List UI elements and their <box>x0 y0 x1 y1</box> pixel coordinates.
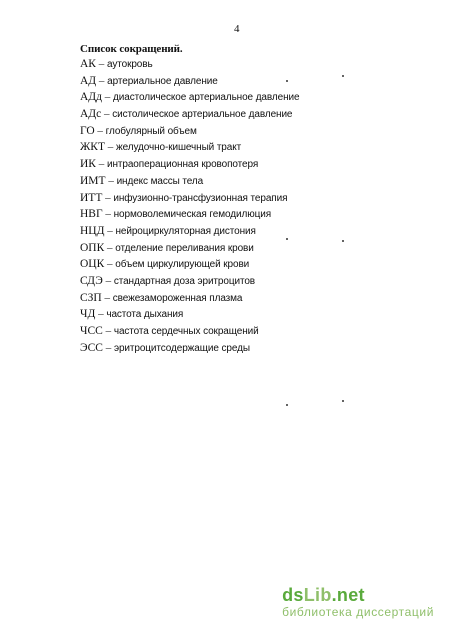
abbreviation-item <box>80 123 299 140</box>
abbreviation-definition: объем циркулирующей крови <box>115 259 250 271</box>
abbreviation-term: ОЦК <box>80 258 105 271</box>
abbreviation-definition: глобулярный объем <box>105 125 197 137</box>
abbreviation-definition: индекс массы тела <box>116 175 204 187</box>
abbreviation-term: ЧСС <box>80 325 103 337</box>
abbreviation-dash: – <box>95 308 107 321</box>
scan-speck <box>342 400 344 402</box>
abbreviation-definition: артериальное давление <box>107 75 218 87</box>
abbreviation-item <box>80 73 299 90</box>
abbreviation-item <box>80 190 299 207</box>
abbreviation-item <box>80 290 299 307</box>
abbreviation-definition: отделение переливания крови <box>115 242 254 254</box>
abbreviation-term: АД <box>80 74 97 87</box>
scan-speck <box>286 238 288 240</box>
abbreviation-dash: – <box>101 108 113 121</box>
abbreviation-dash: – <box>101 291 113 304</box>
scan-speck <box>286 404 288 406</box>
watermark-tagline: библиотека диссертаций <box>282 605 434 619</box>
abbreviation-term: ИТТ <box>80 191 103 204</box>
abbreviation-item <box>80 340 299 357</box>
abbreviation-term: ОПК <box>80 241 105 254</box>
abbreviation-item <box>80 223 299 240</box>
abbreviation-term: ИК <box>80 158 96 171</box>
abbreviation-dash: – <box>102 191 114 204</box>
abbreviation-dash: – <box>94 124 106 137</box>
abbreviation-dash: – <box>95 58 107 70</box>
page-number: 4 <box>234 23 240 35</box>
abbreviation-definition: частота дыхания <box>106 309 184 321</box>
abbreviation-term: СДЭ <box>80 274 103 287</box>
abbreviation-term: АК <box>80 58 96 70</box>
abbreviation-definition: интраоперационная кровопотеря <box>106 159 259 171</box>
abbreviation-dash: – <box>96 74 108 87</box>
dslib-watermark <box>282 585 434 619</box>
abbreviation-definition: инфузионно-трансфузионная терапия <box>113 192 288 204</box>
abbreviation-definition: частота сердечных сокращений <box>113 326 259 337</box>
abbreviation-term: ИМТ <box>80 174 106 187</box>
abbreviation-definition: свежезамороженная плазма <box>112 292 243 304</box>
abbreviation-dash: – <box>102 341 114 354</box>
abbreviation-item <box>80 273 299 290</box>
abbreviation-dash: – <box>105 174 117 187</box>
abbreviation-term: ЭСС <box>80 341 103 354</box>
abbreviation-dash: – <box>102 91 114 104</box>
abbreviation-dash: – <box>95 158 107 171</box>
abbreviation-item <box>80 240 299 257</box>
abbreviation-item <box>80 139 299 156</box>
abbreviation-dash: – <box>104 241 116 254</box>
abbreviation-item <box>80 206 299 223</box>
abbreviation-item <box>80 306 299 323</box>
abbreviation-item <box>80 156 299 173</box>
abbreviation-definition: стандартная доза эритроцитов <box>113 275 255 287</box>
abbreviation-item <box>80 106 299 123</box>
abbreviation-dash: – <box>102 274 114 287</box>
abbreviation-definition: эритроцитсодержащие среды <box>113 342 250 354</box>
abbreviation-list <box>80 56 299 356</box>
abbreviation-dash: – <box>104 258 116 271</box>
abbreviation-dash: – <box>102 325 114 337</box>
scan-speck <box>342 240 344 242</box>
abbreviation-dash: – <box>104 224 116 237</box>
abbreviation-term: НЦД <box>80 224 105 237</box>
abbreviation-term: АДд <box>80 91 103 104</box>
abbreviation-item <box>80 323 299 340</box>
abbreviation-item <box>80 256 299 273</box>
abbreviation-item <box>80 56 299 73</box>
abbreviation-item <box>80 89 299 106</box>
abbreviation-dash: – <box>105 141 116 154</box>
abbreviation-term: ЖКТ <box>80 141 105 154</box>
abbreviation-term: АДс <box>80 108 102 121</box>
abbreviation-definition: желудочно-кишечный тракт <box>116 142 242 154</box>
scan-speck <box>342 75 344 77</box>
abbreviation-term: НВГ <box>80 208 103 221</box>
abbreviation-definition: диастолическое артериальное давление <box>113 92 300 104</box>
abbreviation-item <box>80 173 299 190</box>
section-heading: Список сокращений. <box>80 43 183 55</box>
abbreviation-term: ЧД <box>80 308 96 321</box>
abbreviation-definition: систолическое артериальное давление <box>112 109 293 121</box>
abbreviation-term: ГО <box>80 124 95 137</box>
scan-speck <box>286 80 288 82</box>
abbreviation-term: СЗП <box>80 291 102 304</box>
abbreviation-dash: – <box>102 208 114 221</box>
abbreviation-definition: аутокровь <box>106 59 153 70</box>
abbreviation-definition: нейроциркуляторная дистония <box>115 225 256 237</box>
abbreviation-definition: нормоволемическая гемодилюция <box>113 209 272 221</box>
watermark-logo: dsLib.net <box>282 585 365 605</box>
